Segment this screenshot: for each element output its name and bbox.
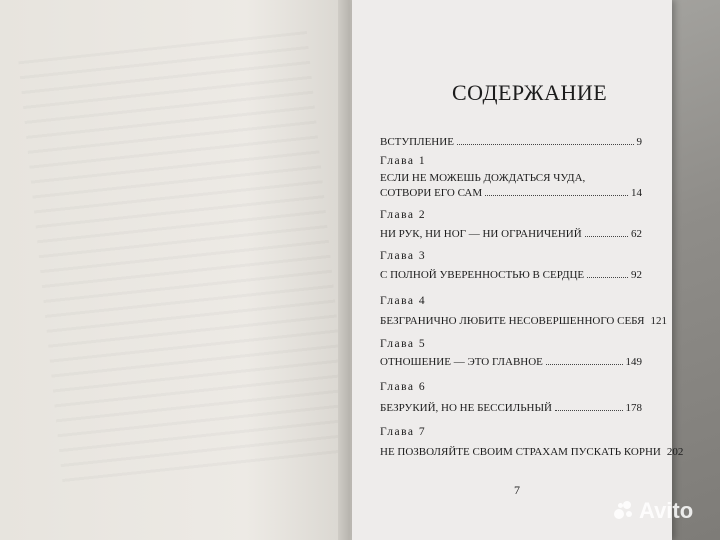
avito-dots-icon [614,501,634,521]
chapter-3-label: Глава 3 [380,250,427,262]
toc-intro: ВСТУПЛЕНИЕ 9 [380,136,642,148]
watermark-text: Avito [639,498,694,523]
chapter-4-label: Глава 4 [380,295,427,307]
left-page [0,0,352,540]
chapter-4-entry: БЕЗГРАНИЧНО ЛЮБИТЕ НЕСОВЕРШЕННОГО СЕБЯ 121 [380,315,667,327]
avito-watermark [614,498,693,524]
chapter-6-label: Глава 6 [380,381,427,393]
chapter-3-entry: С ПОЛНОЙ УВЕРЕННОСТЬЮ В СЕРДЦЕ 92 [380,269,642,281]
chapter-7-entry: НЕ ПОЗВОЛЯЙТЕ СВОИМ СТРАХАМ ПУСКАТЬ КОРНИ 202 [380,446,684,458]
chapter-5-label: Глава 5 [380,338,427,350]
show-through-text [18,31,351,489]
chapter-6-entry: БЕЗРУКИЙ, НО НЕ БЕССИЛЬНЫЙ 178 [380,402,642,414]
toc-title: СОДЕРЖАНИЕ [452,80,608,105]
page-number: 7 [514,483,520,497]
chapter-2-entry: НИ РУК, НИ НОГ — НИ ОГРАНИЧЕНИЙ 62 [380,228,642,240]
chapter-2-label: Глава 2 [380,209,427,221]
chapter-5-entry: ОТНОШЕНИЕ — ЭТО ГЛАВНОЕ 149 [380,356,642,368]
chapter-1-label: Глава 1 [380,155,427,167]
chapter-1-entry: СОТВОРИ ЕГО САМ 14 [380,187,642,199]
chapter-7-label: Глава 7 [380,426,427,438]
chapter-1-title-line1: ЕСЛИ НЕ МОЖЕШЬ ДОЖДАТЬСЯ ЧУДА, [380,172,586,184]
